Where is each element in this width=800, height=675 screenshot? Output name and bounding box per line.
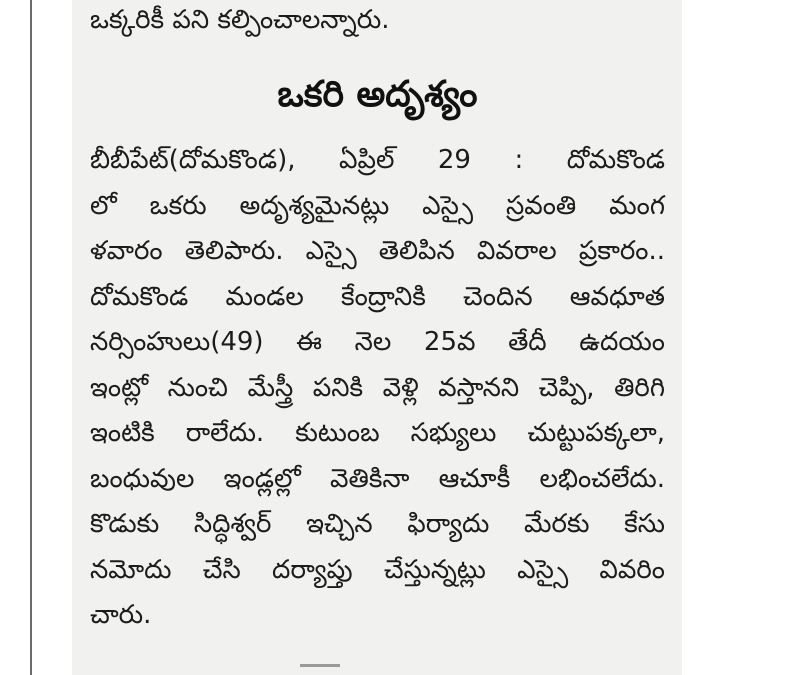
previous-article-tail: ఒక్కరికీ పని కల్పించాలన్నారు. [90, 5, 390, 35]
body-line: లో ఒకరు అదృశ్యమైనట్లు ఎస్సై స్రవంతి మంగ [90, 190, 665, 221]
article-body [90, 138, 665, 639]
body-line: నర్సింహులు(49) ఈ నెల 25వ తేదీ ఉదయం [90, 327, 665, 357]
body-line: బీబీపేట్(దోమకొండ), ఏప్రిల్ 29 : దోమకొండ [90, 145, 665, 175]
body-line: ఇంటికి రాలేదు. కుటుంబ సభ్యులు చుట్టుపక్కలా, [90, 418, 665, 448]
column-divider [30, 0, 32, 675]
body-line: బంధువుల ఇండ్లల్లో వెతికినా ఆచూకీ లభించలేదు. [90, 463, 665, 494]
body-line: నమోదు చేసి దర్యాప్తు చేస్తున్నట్లు ఎస్సై వివరిం [90, 554, 665, 585]
cut-off-text-mark [300, 664, 340, 673]
body-line: దోమకొండ మండల కేంద్రానికి చెందిన ఆవధూత [90, 281, 665, 312]
body-line-last: చారు. [90, 600, 152, 630]
body-line: ఇంట్లో నుంచి మేస్త్రీ పనికి వెళ్లి వస్తానని చెప్పి, తిరిగి [90, 372, 665, 403]
body-line: కొడుకు సిద్ధిశ్వర్ ఇచ్చిన ఫిర్యాదు మేరకు కేసు [90, 509, 665, 539]
article-headline: ఒకరి అదృశ్యం [277, 74, 478, 115]
body-line: ళవారం తెలిపారు. ఎస్సై తెలిపిన వివరాల ప్రకారం.. [90, 236, 665, 266]
